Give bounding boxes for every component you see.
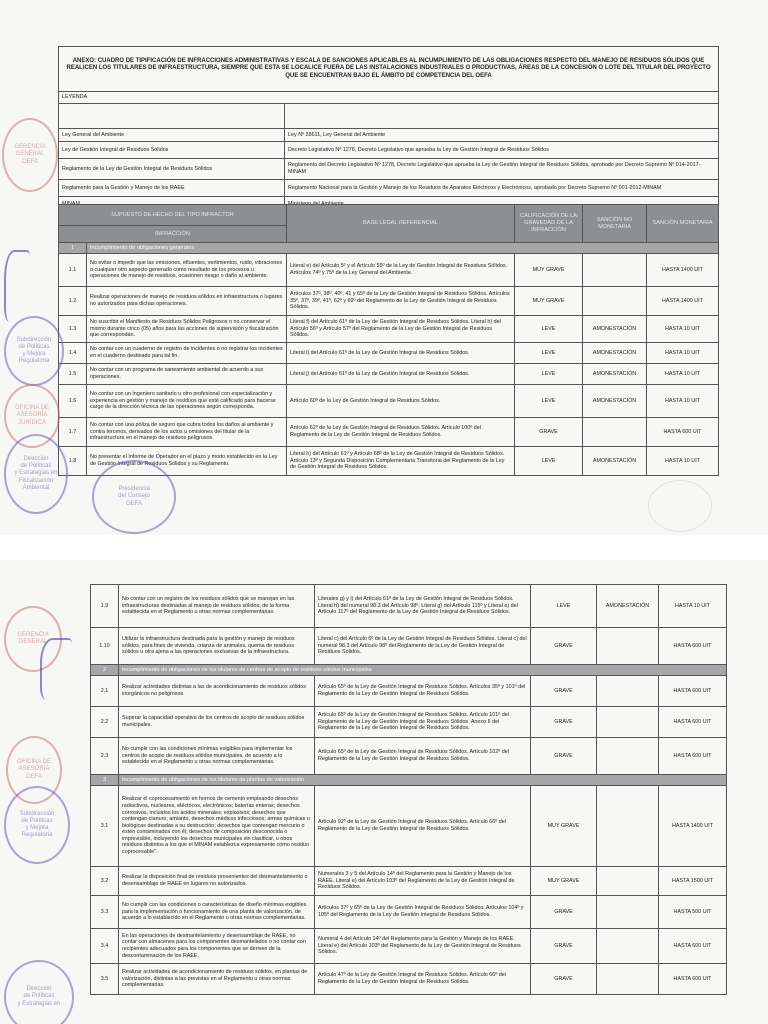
monetary-sanction: HASTA 600 UIT xyxy=(647,418,719,447)
header-calificacion: CALIFICACIÓN DE LA GRAVEDAD DE LA INFRACCIÓN xyxy=(515,205,583,243)
infraction-description: Superar la capacidad operativa de los centros de acopio de residuos sólidos municipales. xyxy=(119,707,315,738)
severity-rating: GRAVE xyxy=(531,738,597,775)
infraction-description: No contar con un programa de saneamiento ambiental de acuerdo a sus operaciones. xyxy=(87,364,287,385)
row-number: 3.1 xyxy=(91,786,119,867)
non-monetary-sanction xyxy=(597,867,659,896)
section-number: 2 xyxy=(91,665,119,676)
severity-rating: LEVE xyxy=(515,316,583,343)
table-row xyxy=(91,738,727,775)
row-number: 1.10 xyxy=(91,628,119,665)
severity-rating: MUY GRAVE xyxy=(531,867,597,896)
row-number: 1.9 xyxy=(91,585,119,628)
monetary-sanction: HASTA 600 UIT xyxy=(659,738,727,775)
section-number: 1 xyxy=(59,243,87,254)
infraction-description: Realizar operaciones de manejo de residuos sólidos en infraestructura o lugares no autorizados para dichas operaciones. xyxy=(87,287,287,316)
legend-def: Reglamento del Decreto Legislativo Nº 1278, Decreto Legislativo que aprueba la Ley de Gestión Integral de Residuos Sólidos, aprobado por Decreto Supremo Nº 014-2017-MINAM xyxy=(285,159,719,180)
non-monetary-sanction xyxy=(583,254,647,287)
legend-def: Ley Nº 28611, Ley General del Ambiente xyxy=(285,129,719,142)
infraction-description: No evitar o impedir que las emisiones, efluentes, vertimientos, ruido, vibraciones o cualquier otro aspecto generado como resultado de los procesos u operaciones de manejo de residuos, ocasionen riesgo o daño al ambiente. xyxy=(87,254,287,287)
legal-basis: Literales g) y i) del Artículo 61º de la Ley de Gestión Integral de Residuos Sólidos. Literal h) del numeral 98.3 del Artículo 98º, Literal g) del Artículo 115º y Literal e) del Artículo 117º del Reglamento de la Ley de Gestión Integral de Residuos Sólidos. xyxy=(315,585,531,628)
non-monetary-sanction: AMONESTACIÓN xyxy=(583,364,647,385)
severity-rating: GRAVE xyxy=(531,964,597,995)
non-monetary-sanction xyxy=(597,628,659,665)
non-monetary-sanction xyxy=(597,738,659,775)
infraction-description: No contar con un cuaderno de registro de incidentes o no registrar los incidentes en el cuaderno destinado para tal fin. xyxy=(87,343,287,364)
non-monetary-sanction xyxy=(597,676,659,707)
monetary-sanction: HASTA 10 UIT xyxy=(659,585,727,628)
legal-basis: Literal i) del Artículo 61º de la Ley de Gestión Integral de Residuos Sólidos. xyxy=(287,343,515,364)
severity-rating: GRAVE xyxy=(515,418,583,447)
table-row xyxy=(59,287,719,316)
infraction-description: No contar con una póliza de seguro que cubra todos los daños al ambiente y contra terceros, derivados de los actos u omisiones del titular de la infraestructura en el manejo de residuos peligrosos. xyxy=(87,418,287,447)
table-row xyxy=(59,364,719,385)
infraction-description: Utilizar la infraestructura destinada para la gestión y manejo de residuos sólidos, para fines de vivienda, crianza de animales, quema de residuos sólidos u otra ajena a las operaciones exclusivas de la infraestructura. xyxy=(119,628,315,665)
table-row xyxy=(91,786,727,867)
row-number: 1.8 xyxy=(59,447,87,476)
table-row xyxy=(91,676,727,707)
header-supuesto: SUPUESTO DE HECHO DEL TIPO INFRACTOR xyxy=(59,205,287,226)
infraction-description: Realizar el coprocesamiento en hornos de cemento empleando desechos radiactivos, nucleares, eléctricos, electrónicos; baterías enteras; desechos corrosivos, incluidos los ácidos minerales; explosivos; desechos que contengan cianuro, amianto, desechos médicos infecciosos; armas químicas o biológicas destinadas a su destrucción; desechos que contengan mercurio o estén contaminados con él; desechos de composición desconocida o imprevisible, incluyendo los desechos municipales sin clasificar, u otros residuos distintos a los que el MINAM establezca expresamente como residuo coprocesable". xyxy=(119,786,315,867)
oficina-asesoria-stamp: OFICINA DE ASESORÍA OEFA xyxy=(6,736,62,804)
header-infraccion: INFRACCIÓN xyxy=(59,226,287,243)
monetary-sanction: HASTA 1400 UIT xyxy=(659,786,727,867)
row-number: 1.3 xyxy=(59,316,87,343)
legend-def: Reglamento Nacional para la Gestión y Manejo de los Residuos de Aparatos Eléctricos y Electrónicos, aprobado por Decreto Supremo Nº 001-2012-MINAM xyxy=(285,180,719,197)
legal-basis: Artículo 65º de la Ley de Gestión Integral de Residuos Sólidos. Artículo 101º del Reglamento de la Ley de Gestión Integral de Residuos Sólidos. Anexo II del Reglamento de la Ley de Gestión Integral de Residuos Sólidos. xyxy=(315,707,531,738)
infraction-description: Realizar actividades distintas a las de acondicionamiento de residuos sólidos inorgánicos no peligrosos. xyxy=(119,676,315,707)
table-row xyxy=(91,867,727,896)
non-monetary-sanction xyxy=(583,418,647,447)
monetary-sanction: HASTA 10 UIT xyxy=(647,316,719,343)
page-gap xyxy=(0,535,768,560)
infraction-description: No suscribir el Manifiesto de Residuos Sólidos Peligrosos o no conservar el mismo durante cinco (05) años para las acciones de supervisión y fiscalización que correspondan. xyxy=(87,316,287,343)
subdireccion-politicas-stamp: Subdirección de Políticas y Mejora Regulatoria xyxy=(4,316,64,386)
infractions-table-1 xyxy=(58,204,719,476)
document-page-2 xyxy=(0,560,768,1024)
severity-rating: LEVE xyxy=(515,447,583,476)
header-base-legal: BASE LEGAL REFERENCIAL xyxy=(287,205,515,243)
monetary-sanction: HASTA 600 UIT xyxy=(659,964,727,995)
table-row xyxy=(91,707,727,738)
non-monetary-sanction xyxy=(597,896,659,929)
legal-basis: Artículo 92º de la Ley de Gestión Integral de Residuos Sólidos. Artículo 66º del Reglamento de la Ley de Gestión Integral de Residuos Sólidos. xyxy=(315,786,531,867)
legal-basis: Artículo 65º de la Ley de Gestión Integral de Residuos Sólidos. Artículo 102º del Reglamento de la Ley de Gestión Integral de Residuos Sólidos. xyxy=(315,738,531,775)
infraction-description: No presentar el Informe de Operador en el plazo y modo establecido en la Ley de Gestión Integral de Residuos Sólidos y su Reglamento. xyxy=(87,447,287,476)
handwritten-signature xyxy=(40,638,72,700)
row-number: 3.2 xyxy=(91,867,119,896)
row-number: 2.2 xyxy=(91,707,119,738)
table-row xyxy=(59,418,719,447)
legal-basis: Artículo 65º de la Ley de Gestión Integral de Residuos Sólidos. Artículos 35º y 101º del Reglamento de la Ley de Gestión Integral de Residuos Sólidos. xyxy=(315,676,531,707)
section-title: Incumplimiento de obligaciones de los titulares de plantas de valorización xyxy=(119,775,727,786)
legal-basis: Artículo 47º de la Ley de Gestión Integral de Residuos Sólidos. Artículo 66º del Reglamento de la Ley de Gestión Integral de Residuos Sólidos. xyxy=(315,964,531,995)
legal-basis: Literal e) del Artículo 5º y el Artículo 55º de la Ley de Gestión Integral de Residuos Sólidos. Artículos 74º y 75º de la Ley General del Ambiente. xyxy=(287,254,515,287)
row-number: 1.4 xyxy=(59,343,87,364)
row-number: 1.7 xyxy=(59,418,87,447)
infraction-description: No cumplir con las condiciones o características de diseño mínimas exigibles para la implementación o funcionamiento de una planta de valorización, de acuerdo a lo establecido en el Reglamento u otras normas complementarias. xyxy=(119,896,315,929)
severity-rating: LEVE xyxy=(515,385,583,418)
non-monetary-sanction: AMONESTACIÓN xyxy=(583,447,647,476)
infraction-description: No cumplir con las condiciones mínimas exigibles para implementar los centros de acopio de residuos sólidos municipales, de acuerdo a lo establecido en el Reglamento u otras normas complementarias. xyxy=(119,738,315,775)
monetary-sanction: HASTA 10 UIT xyxy=(647,447,719,476)
row-number: 2.3 xyxy=(91,738,119,775)
legend-def: Decreto Legislativo Nº 1278, Decreto Legislativo que aprueba la Ley de Gestión Integral de Residuos Sólidos xyxy=(285,142,719,159)
direccion-politicas-stamp: Dirección de Políticas y Estrategias en Fiscalización Ambiental xyxy=(4,434,68,514)
legal-basis: Numeral 4 del Artículo 14º del Reglamento para la Gestión y Manejo de los RAEE. Literal e) del Artículo 103º del Reglamento de la Ley de Gestión Integral de Residuos Sólidos. xyxy=(315,929,531,964)
infraction-description: Realizar la disposición final de residuos provenientes del desmantelamiento o desensamblaje de RAEE en lugares no autorizados. xyxy=(119,867,315,896)
monetary-sanction: HASTA 600 UIT xyxy=(659,707,727,738)
non-monetary-sanction xyxy=(597,707,659,738)
infraction-description: Realizar actividades de acondicionamiento de residuos sólidos, en plantas de valorización, distintas a las previstas en el Reglamento u otras normas complementarias. xyxy=(119,964,315,995)
infraction-description: No contar con un ingeniero sanitario u otro profesional con especialización y experiencia en gestión y manejo de residuos que esté calificado para hacerse cargo de la dirección técnica de las operaciones según corresponda. xyxy=(87,385,287,418)
oefa-gerencia-stamp: GERENCIA GENERAL OEFA xyxy=(2,118,58,192)
legend-term: Reglamento para la Gestión y Manejo de los RAEE xyxy=(59,180,285,197)
table-row xyxy=(91,929,727,964)
annex-title: ANEXO: CUADRO DE TIPIFICACIÓN DE INFRACCIONES ADMINISTRATIVAS Y ESCALA DE SANCIONES APLICABLES AL INCUMPLIMIENTO DE LAS OBLIGACIONES RESPECTO DEL MANEJO DE RESIDUOS SÓLIDOS QUE REALICEN LOS TITULARES DE INFRAESTRUCTURA, SIEMPRE QUE ESTA SE LOCALICE FUERA DE LAS INSTALACIONES INDUSTRIALES O PRODUCTIVAS, ÁREAS DE LA CONCESIÓN O LOTE DEL TITULAR DEL PROYECTO QUE SE ENCUENTRAN BAJO EL ÁMBITO DE COMPETENCIA DEL OEFA xyxy=(59,47,719,92)
oefa-gerencia-stamp: GERENCIA GENERAL xyxy=(4,606,62,672)
legal-basis: Literal f) del Artículo 61º de la Ley de Gestión Integral de Residuos Sólidos. Literal h) del Artículo 56º y Artículo 57º del Reglamento de la Ley de Gestión Integral de Residuos Sólidos. xyxy=(287,316,515,343)
direccion-politicas-stamp: Dirección de Políticas y Estrategias en xyxy=(4,960,74,1024)
monetary-sanction: HASTA 600 UIT xyxy=(659,929,727,964)
table-row xyxy=(91,628,727,665)
faint-stamp xyxy=(648,480,712,532)
table-row xyxy=(59,254,719,287)
severity-rating: MUY GRAVE xyxy=(531,786,597,867)
row-number: 3.4 xyxy=(91,929,119,964)
monetary-sanction: HASTA 1400 UIT xyxy=(647,287,719,316)
table-row xyxy=(59,343,719,364)
severity-rating: GRAVE xyxy=(531,896,597,929)
severity-rating: MUY GRAVE xyxy=(515,287,583,316)
infractions-table-2 xyxy=(90,584,727,995)
section-number: 3 xyxy=(91,775,119,786)
infraction-description: No contar con un registro de los residuos sólidos que se manejan en las infraestructuras destinadas al manejo de residuos sólidos, de la forma establecida en el Reglamento u otras normas complementarias. xyxy=(119,585,315,628)
non-monetary-sanction xyxy=(597,964,659,995)
subdireccion-politicas-stamp: Subdirección de Políticas y Mejora Regulatoria xyxy=(4,786,70,864)
severity-rating: GRAVE xyxy=(531,676,597,707)
table-row xyxy=(91,896,727,929)
legend-term: Ley General del Ambiente xyxy=(59,129,285,142)
monetary-sanction: HASTA 600 UIT xyxy=(659,628,727,665)
non-monetary-sanction xyxy=(597,929,659,964)
severity-rating: LEVE xyxy=(531,585,597,628)
row-number: 2.1 xyxy=(91,676,119,707)
row-number: 1.6 xyxy=(59,385,87,418)
non-monetary-sanction xyxy=(597,786,659,867)
legal-basis: Literal j) del Artículo 61º de la Ley de Gestión Integral de Residuos Sólidos. xyxy=(287,364,515,385)
non-monetary-sanction xyxy=(583,287,647,316)
legal-basis: Literal c) del Artículo 6º de la Ley de Gestión Integral de Residuos Sólidos. Literal c) del numeral 98.3 del Artículo 98º del Reglamento de la Ley de Gestión Integral de Residuos Sólidos. xyxy=(315,628,531,665)
row-number: 1.5 xyxy=(59,364,87,385)
legend-term: Ley de Gestión Integral de Residuos Sólidos xyxy=(59,142,285,159)
legal-basis: Artículo 60º de la Ley de Gestión Integral de Residuos Sólidos. xyxy=(287,385,515,418)
oficina-asesoria-stamp: OFICINA DE ASESORÍA JURÍDICA xyxy=(4,384,60,448)
non-monetary-sanction: AMONESTACIÓN xyxy=(597,585,659,628)
presidencia-stamp: Presidencia del Consejo OEFA xyxy=(92,460,176,534)
severity-rating: LEVE xyxy=(515,364,583,385)
legend-spacer xyxy=(59,104,285,129)
monetary-sanction: HASTA 10 UIT xyxy=(647,364,719,385)
severity-rating: GRAVE xyxy=(531,929,597,964)
handwritten-signature xyxy=(4,250,30,322)
table-row xyxy=(59,385,719,418)
table-row xyxy=(59,316,719,343)
table-row xyxy=(91,964,727,995)
monetary-sanction: HASTA 10 UIT xyxy=(647,343,719,364)
legal-basis: Literal h) del Artículo 61º y Artículo 68º de la Ley de Gestión Integral de Residuos Sólidos. Artículo 13º y Segunda Disposición Complementaria Transitoria del Reglamento de la Ley de Gestión Integral de Residuos Sólidos. xyxy=(287,447,515,476)
legal-basis: Artículos 37º, 38º, 40º, 41 y 65º de la Ley de Gestión Integral de Residuos Sólidos. Artículos 35º, 37º, 39º, 41º, 62º y 69º del Reglamento de la Ley de Gestión Integral de Residuos Sólidos. xyxy=(287,287,515,316)
header-sancion-monetaria: SANCIÓN MONETARIA xyxy=(647,205,719,243)
severity-rating: GRAVE xyxy=(531,707,597,738)
section-title: Incumplimiento de obligaciones generales xyxy=(87,243,719,254)
infraction-description: En las operaciones de desmantelamiento y desensamblaje de RAEE, no contar con almacenes para los componentes desmantelados o no contar con recipientes adecuados para los componentes que se deriven de la descontaminación de los RAEE. xyxy=(119,929,315,964)
row-number: 3.3 xyxy=(91,896,119,929)
non-monetary-sanction: AMONESTACIÓN xyxy=(583,343,647,364)
monetary-sanction: HASTA 1500 UIT xyxy=(659,867,727,896)
legal-basis: Numerales 3 y 5 del Artículo 14º del Reglamento para la Gestión y Manejo de los RAEE. Literal e) del Artículo 103º del Reglamento de la Ley de Gestión Integral de Residuos Sólidos. xyxy=(315,867,531,896)
monetary-sanction: HASTA 10 UIT xyxy=(647,385,719,418)
monetary-sanction: HASTA 500 UIT xyxy=(659,896,727,929)
non-monetary-sanction: AMONESTACIÓN xyxy=(583,385,647,418)
legend-label: LEYENDA xyxy=(59,92,719,104)
legal-basis: Artículos 37º y 65º de la Ley de Gestión Integral de Residuos Sólidos. Artículos 104º y 105º del Reglamento de la Ley de Gestión Integral de Residuos Sólidos. xyxy=(315,896,531,929)
row-number: 3.5 xyxy=(91,964,119,995)
severity-rating: MUY GRAVE xyxy=(515,254,583,287)
legend-term: Reglamento de la Ley de Gestión Integral de Residuos Sólidos xyxy=(59,159,285,180)
severity-rating: LEVE xyxy=(515,343,583,364)
monetary-sanction: HASTA 1400 UIT xyxy=(647,254,719,287)
header-sancion-no-monetaria: SANCIÓN NO MONETARIA xyxy=(583,205,647,243)
table-row xyxy=(91,585,727,628)
legal-basis: Artículo 62º de la Ley de Gestión Integral de Residuos Sólidos. Artículo 100º del Reglamento de la Ley de Gestión Integral de Residuos Sólidos. xyxy=(287,418,515,447)
severity-rating: GRAVE xyxy=(531,628,597,665)
section-title: Incumplimiento de obligaciones de los titulares de centros de acopio de residuos sólidos municipales xyxy=(119,665,727,676)
row-number: 1.2 xyxy=(59,287,87,316)
row-number: 1.1 xyxy=(59,254,87,287)
non-monetary-sanction: AMONESTACIÓN xyxy=(583,316,647,343)
monetary-sanction: HASTA 600 UIT xyxy=(659,676,727,707)
